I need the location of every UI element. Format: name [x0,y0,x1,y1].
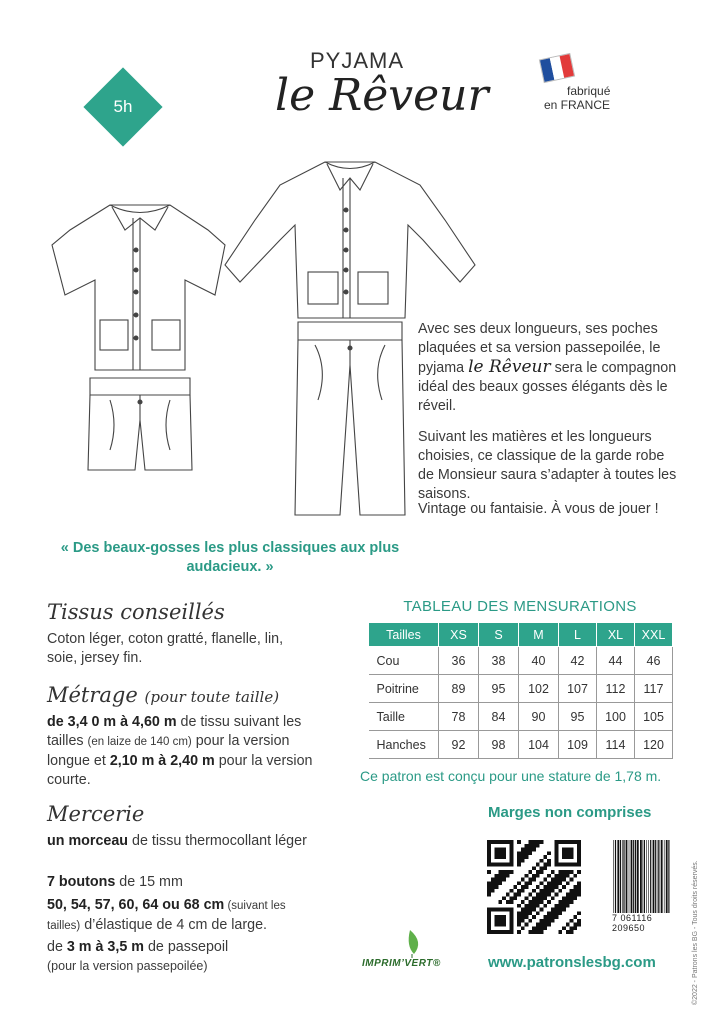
table-cell: 89 [439,675,479,703]
metrage-s1: (en laize de 140 cm) [87,736,192,748]
mercerie-i3-t: d’élastique de 4 cm de large. [80,917,268,933]
table-cell: 95 [479,675,519,703]
mercerie-heading: Mercerie [47,802,145,826]
table-cell: 100 [597,703,635,731]
description-p3: Vintage ou fantaisie. À vous de jouer ! [418,501,659,517]
fabrique-line2: en FRANCE [544,98,611,112]
table-cell: 112 [597,675,635,703]
header-cell: XXL [635,623,673,647]
copyright-text: ©2022 - Patrons les BG - Tous droits réservés. [692,860,699,1005]
table-cell: 38 [479,647,519,675]
description-pattern-name: le Rêveur [468,357,551,377]
row-label: Poitrine [369,675,439,703]
short-sleeve-shirt-drawing [52,205,225,370]
table-cell: 98 [479,731,519,759]
mercerie-i4-a: de [47,939,67,955]
metrage-text [47,713,317,790]
table-cell: 114 [597,731,635,759]
table-cell: 46 [635,647,673,675]
header-cell: M [519,623,559,647]
metrage-b2: 2,10 m à 2,40 m [109,753,215,769]
imprimvert-label: IMPRIM’VERT® [362,958,441,969]
table-row [369,675,673,703]
metrage-t3: pour la version courte. [47,753,313,788]
metrage-b1: de 3,4 0 m à 4,60 m [47,714,177,730]
title-main: le Rêveur [275,70,489,121]
duration-badge [82,66,164,148]
badge-time: 5h [113,97,133,116]
long-pants-drawing [295,322,405,515]
mercerie-i3-s: (suivant les tailles) [47,900,286,932]
shorts-drawing [88,378,192,470]
quote: « Des beaux-gosses les plus classiques aux plus audacieux. » [60,540,400,575]
table-row [369,703,673,731]
tissus-heading: Tissus conseillés [47,600,225,624]
table-cell: 44 [597,647,635,675]
table-cell: 36 [439,647,479,675]
table-cell: 90 [519,703,559,731]
table-cell: 40 [519,647,559,675]
stature-note: Ce patron est conçu pour une stature de 1,78 m. [360,768,662,784]
size-table [368,622,673,759]
table-cell: 120 [635,731,673,759]
table-row [369,647,673,675]
mercerie-i1-t: de tissu thermocollant léger [128,833,307,849]
size-table-title: TABLEAU DES MENSURATIONS [403,598,637,615]
mercerie-i4-b: 3 m à 3,5 m [66,939,144,955]
row-label: Taille [369,703,439,731]
qr-code-icon[interactable] [487,840,581,934]
table-cell: 107 [559,675,597,703]
barcode-number: 7 061116 209650 [612,913,672,933]
header-cell: S [479,623,519,647]
table-cell: 42 [559,647,597,675]
mercerie-item3 [47,896,317,936]
website-link[interactable]: www.patronslesbg.com [488,954,656,971]
table-cell: 92 [439,731,479,759]
size-table-header [369,623,673,647]
header-cell: XL [597,623,635,647]
mercerie-i1-b: un morceau [47,833,129,849]
table-cell: 105 [635,703,673,731]
header-cell: L [559,623,597,647]
description-p1-end: sera le compagnon idéal des beaux gosses élégants dès le réveil. [418,360,677,414]
mercerie-item4 [47,938,317,976]
table-cell: 109 [559,731,597,759]
table-cell: 117 [635,675,673,703]
mercerie-i2-b: 7 boutons [47,874,116,890]
table-cell: 104 [519,731,559,759]
metrage-heading [47,683,279,707]
row-label: Hanches [369,731,439,759]
header-cell: XS [439,623,479,647]
french-flag-icon [539,53,575,83]
table-cell: 84 [479,703,519,731]
mercerie-i3-b: 50, 54, 57, 60, 64 ou 68 cm [47,897,225,913]
fabrique-line1: fabriqué [567,84,611,98]
row-label: Cou [369,647,439,675]
description-p1 [418,320,678,416]
title-small: PYJAMA [310,48,405,73]
metrage-t2: pour la version longue et [47,733,290,769]
marges-note: Marges non comprises [488,804,652,821]
metrage-heading-main: Métrage [47,683,138,707]
table-cell: 78 [439,703,479,731]
table-row [369,731,673,759]
mercerie-i4-t: de passepoil [143,939,229,955]
mercerie-i2-t: de 15 mm [115,874,183,890]
metrage-heading-small: (pour toute taille) [144,688,280,706]
table-cell: 102 [519,675,559,703]
tissus-text: Coton léger, coton gratté, flanelle, lin, soie, jersey fin. [47,631,284,666]
table-cell: 95 [559,703,597,731]
mercerie-item1 [47,832,317,851]
mercerie-i4-s: (pour la version passepoilée) [47,959,208,973]
long-sleeve-shirt-drawing [225,162,475,318]
metrage-t1: de tissu suivant les tailles [47,714,302,749]
mercerie-item2 [47,873,317,892]
header-cell: Tailles [369,623,439,647]
description-p2: Suivant les matières et les longueurs choisies, ce classique de la garde robe de Monsieur saura s’adapter à toutes les saisons. [418,429,677,502]
description-p1-start: Avec ses deux longueurs, ses poches plaquées et sa version passepoilée, le pyjama [418,321,661,376]
